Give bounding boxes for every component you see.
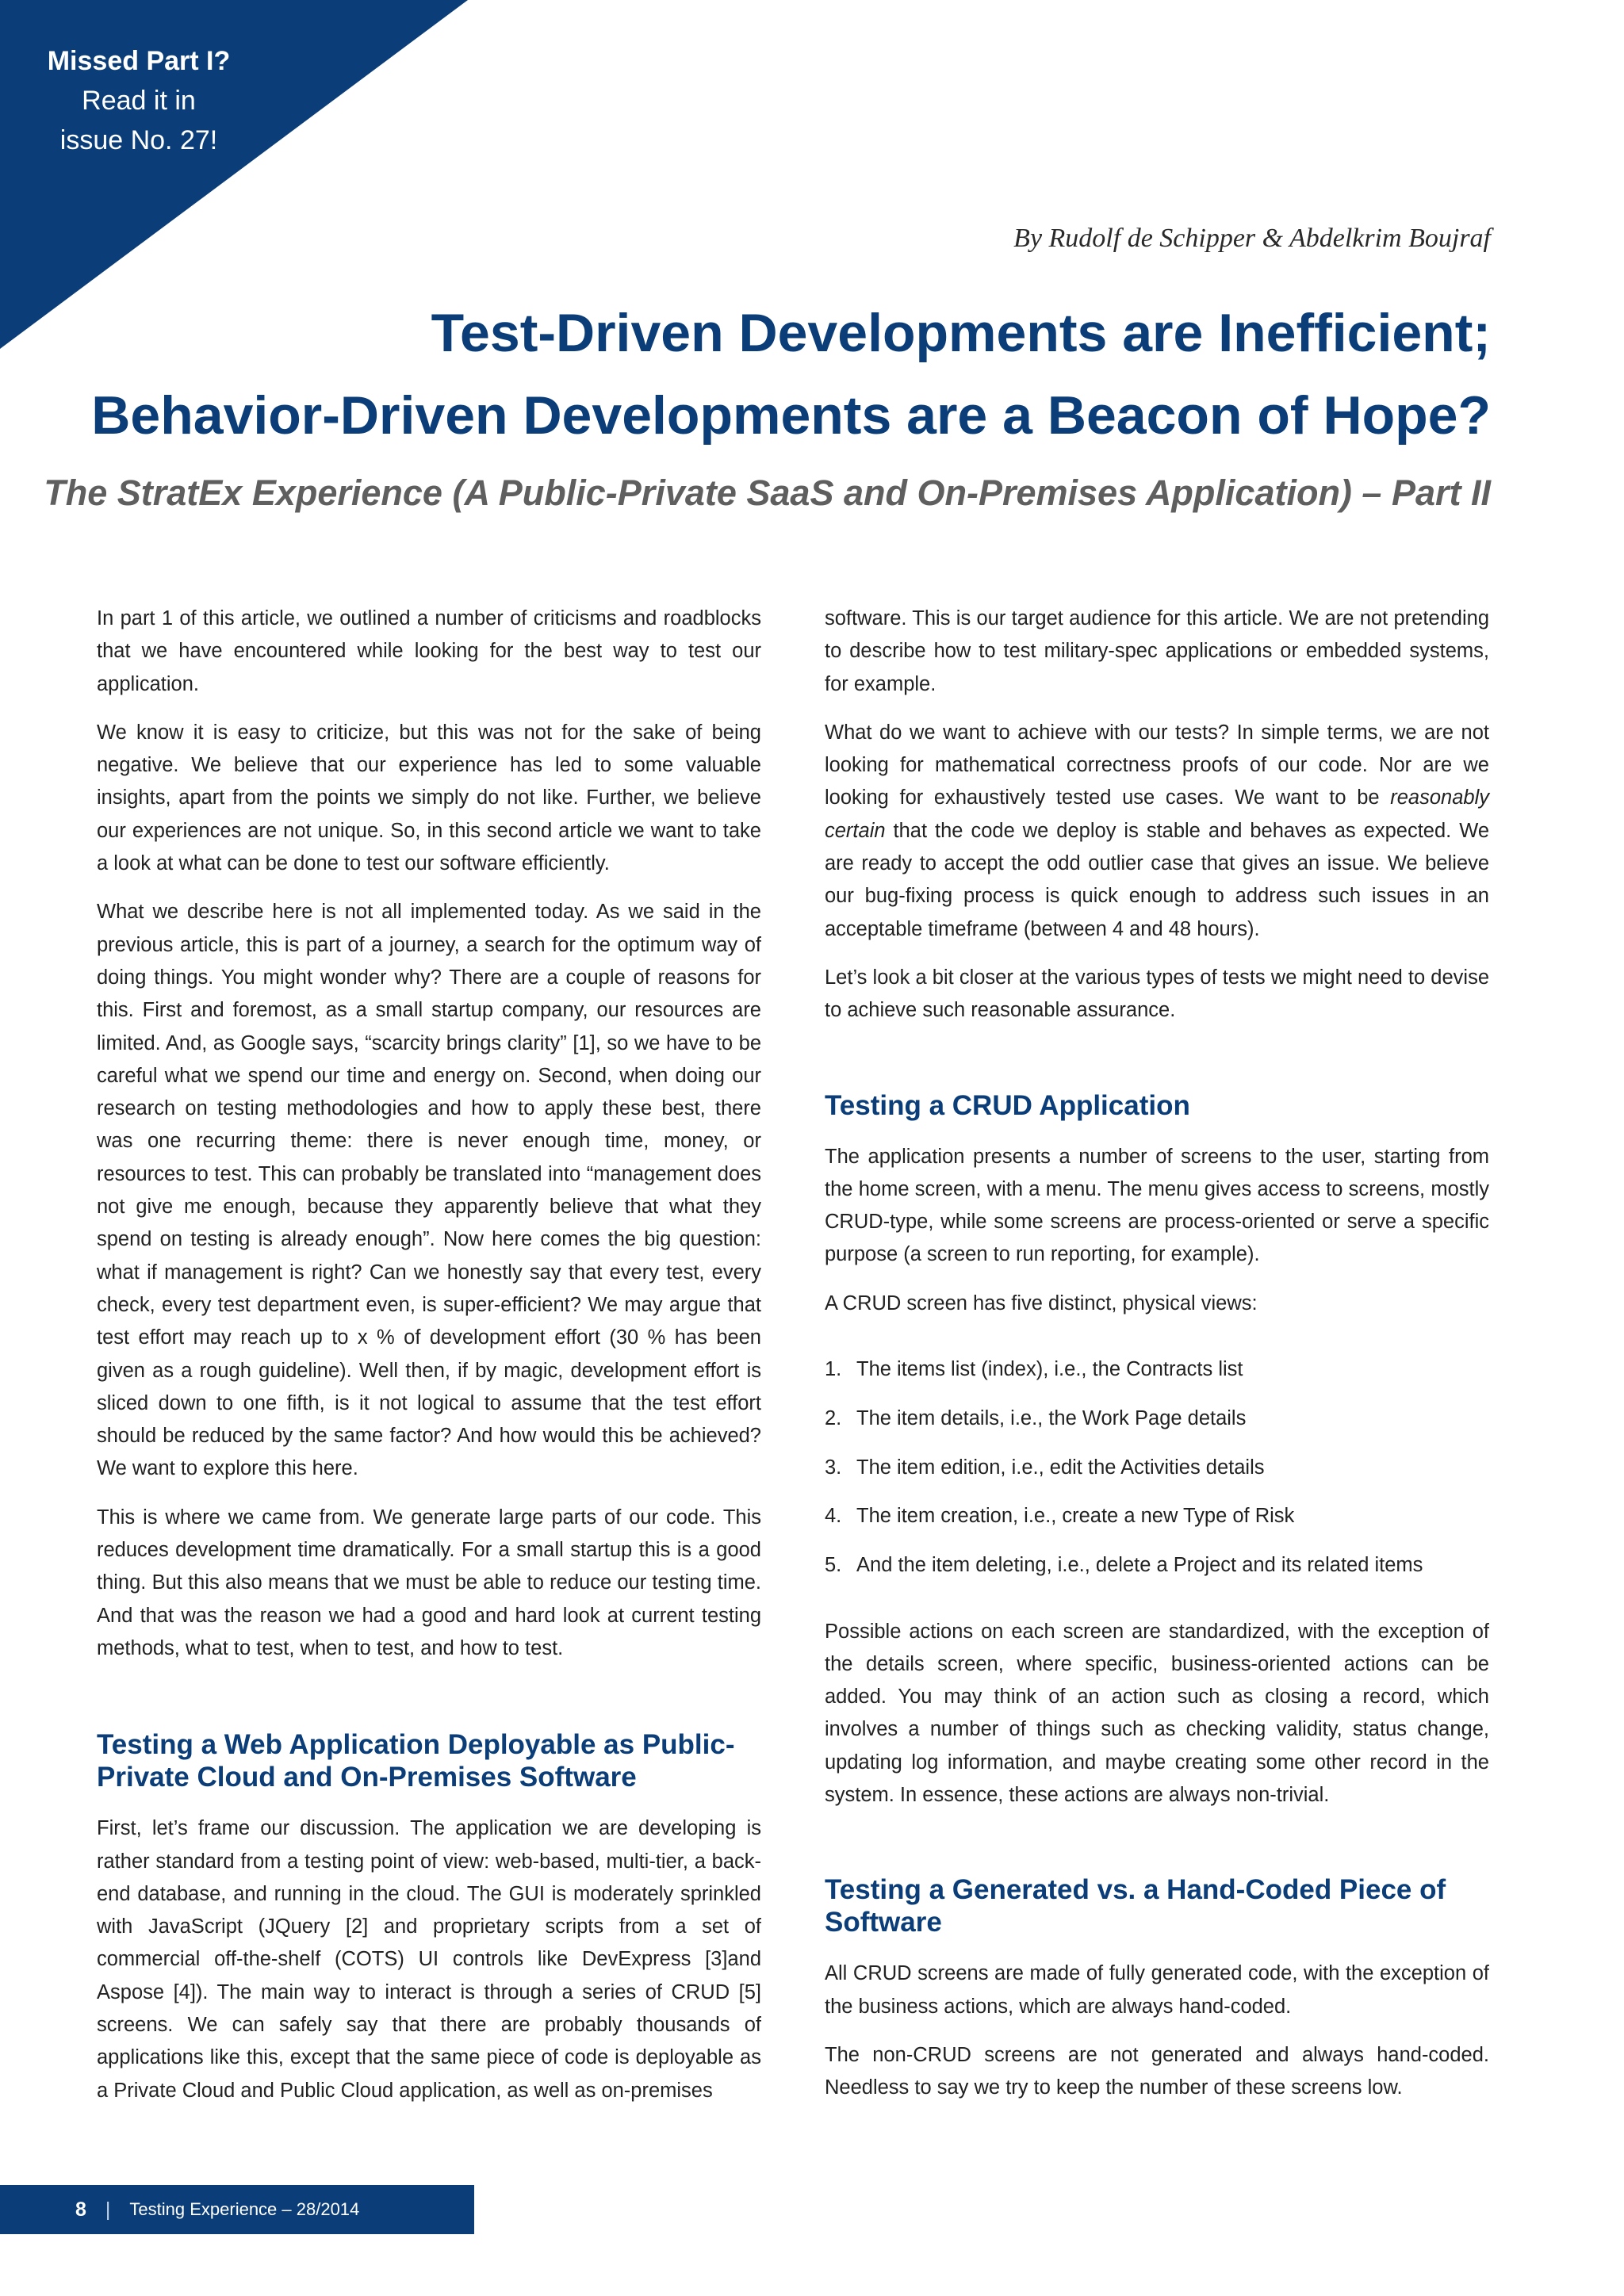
- list-item: [825, 1452, 1489, 1484]
- crud-views-list: [825, 1353, 1489, 1582]
- emphasis-text: reasonably certain: [825, 786, 1489, 842]
- list-number: 5.: [825, 1554, 842, 1577]
- article-title: [0, 292, 1491, 457]
- list-item: [825, 1549, 1489, 1582]
- paragraph: A CRUD screen has five distinct, physical views:: [825, 1292, 1258, 1314]
- page-footer: [0, 2185, 474, 2234]
- paragraph-text: What do we want to achieve with our tests? In simple terms, we are not looking for mathematical correctness proofs of our code. Nor are we looking for exhaustively tested use cases. We want to be: [825, 721, 1489, 809]
- corner-line-1: Missed Part I?: [47, 46, 231, 76]
- paragraph: What we describe here is not all implemented today. As we said in the previous article, this is part of a journey, a search for the optimum way of doing things. You might wonder why? There are a couple of reasons for this. First and foremost, as a small startup company, our resources are limited. And, as Google says, “scarcity brings clarity” [1], so we have to be careful what we spend our time and energy on. Second, when doing our research on testing methodologies and how to apply these best, there was one recurring theme: there is never enough time, money, or resources to test. This can probably be translated into “management does not give me enough, because they apparently believe that what they spend on testing is already enough”. Now here comes the big question: what if management is right? Can we honestly say that every test, every check, every test department even, is super-efficient? We may argue that test effort may reach up to x % of development effort (30 % has been given as a rough guideline). Well then, if by magic, development effort is sliced down to one fifth, is it not logical to assume that the test effort should be reduced by the same factor? And how would this be achieved? We want to explore this here.: [97, 901, 761, 1480]
- corner-line-2: Read it in: [82, 86, 196, 116]
- paragraph: All CRUD screens are made of fully generated code, with the exception of the business actions, which are always hand-coded.: [825, 1962, 1489, 2018]
- list-number: 3.: [825, 1456, 842, 1479]
- article-subtitle: The StratEx Experience (A Public-Private SaaS and On-Premises Application) – Part II: [44, 473, 1491, 513]
- paragraph: The application presents a number of screens to the user, starting from the home screen, with a menu. The menu gives access to screens, mostly CRUD-type, while some screens are process-oriented or serve a specific purpose (a screen to run reporting, for example).: [825, 1145, 1489, 1266]
- list-number: 1.: [825, 1358, 842, 1381]
- page-number: 8: [75, 2198, 86, 2221]
- list-text: The items list (index), i.e., the Contracts list: [856, 1358, 1243, 1381]
- paragraph: Let’s look a bit closer at the various types of tests we might need to devise to achieve such reasonable assurance.: [825, 966, 1489, 1022]
- section-heading: Testing a Web Application Deployable as Public-Private Cloud and On-Premises Software: [97, 1729, 735, 1793]
- paragraph-text: that the code we deploy is stable and behaves as expected. We are ready to accept the odd outlier case that gives an issue. We believe our bug-fixing process is quick enough to address such issues in an acceptable timeframe (between 4 and 48 hours).: [825, 819, 1489, 940]
- section-heading: Testing a Generated vs. a Hand-Coded Piece of Software: [825, 1874, 1446, 1938]
- list-number: 2.: [825, 1406, 842, 1429]
- paragraph: [825, 717, 1489, 946]
- list-text: The item details, i.e., the Work Page details: [856, 1406, 1247, 1429]
- paragraph: software. This is our target audience for this article. We are not pretending to describe how to test military-spec applications or embedded systems, for example.: [825, 607, 1489, 695]
- right-column: [825, 603, 1489, 2121]
- list-text: The item edition, i.e., edit the Activities details: [856, 1456, 1265, 1479]
- magazine-issue: Testing Experience – 28/2014: [129, 2199, 360, 2219]
- paragraph: In part 1 of this article, we outlined a number of criticisms and roadblocks that we have encountered while looking for the best way to test our application.: [97, 607, 761, 695]
- byline: By Rudolf de Schipper & Abdelkrim Boujraf: [1013, 224, 1491, 253]
- corner-line-3: issue No. 27!: [59, 125, 218, 155]
- list-text: The item creation, i.e., create a new Type of Risk: [856, 1505, 1295, 1528]
- list-item: [825, 1353, 1489, 1386]
- title-line-1: Test-Driven Developments are Inefficient;: [431, 303, 1491, 363]
- title-line-2: Behavior-Driven Developments are a Beacon of Hope?: [91, 385, 1491, 446]
- paragraph: We know it is easy to criticize, but this was not for the sake of being negative. We believe that our experience has led to some valuable insights, apart from the points we simply do not like. Further, we believe our experiences are not unique. So, in this second article we want to take a look at what can be done to test our software efficiently.: [97, 721, 761, 875]
- corner-banner-text[interactable]: [0, 41, 278, 160]
- section-heading: Testing a CRUD Application: [825, 1089, 1190, 1121]
- footer-separator: |: [105, 2198, 111, 2221]
- paragraph: This is where we came from. We generate large parts of our code. This reduces development time dramatically. For a small startup this is a good thing. But this also means that we must be able to reduce our testing time. And that was the reason we had a good and hard look at current testing methods, what to test, when to test, and how to test.: [97, 1506, 761, 1659]
- paragraph: The non-CRUD screens are not generated and always hand-coded. Needless to say we try to keep the number of these screens low.: [825, 2043, 1489, 2099]
- list-text: And the item deleting, i.e., delete a Project and its related items: [856, 1554, 1423, 1577]
- left-column: [97, 603, 761, 2123]
- paragraph: Possible actions on each screen are standardized, with the exception of the details screen, where specific, business-oriented actions can be added. You may think of an action such as closing a record, which involves a number of things such as checking validity, status change, updating log information, and maybe creating some other record in the system. In essence, these actions are always non-trivial.: [825, 1620, 1489, 1807]
- list-item: [825, 1500, 1489, 1533]
- paragraph: First, let’s frame our discussion. The application we are developing is rather standard from a testing point of view: web-based, multi-tier, a back-end database, and running in the cloud. The GUI is moderately sprinkled with JavaScript (JQuery [2] and proprietary scripts from a set of commercial off-the-shelf (COTS) UI controls like DevExpress [3]and Aspose [4]). The main way to interact is through a series of CRUD [5] screens. We can safely say that there are probably thousands of applications like this, except that the same piece of code is deployable as a Private Cloud and Public Cloud application, as well as on-premises: [97, 1817, 761, 2102]
- list-number: 4.: [825, 1505, 842, 1528]
- list-item: [825, 1402, 1489, 1435]
